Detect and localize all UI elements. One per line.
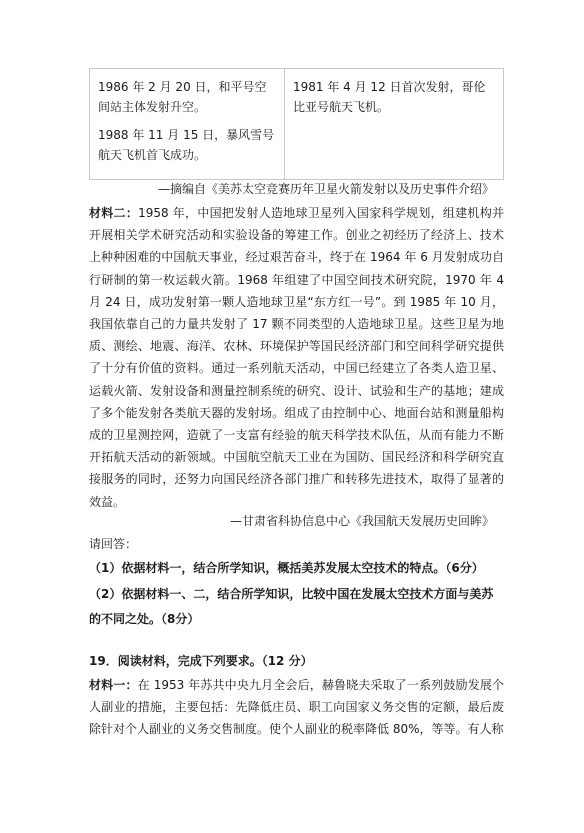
- question-1: （1）依据材料一，结合所学知识，概括美苏发展太空技术的特点。（6分）: [89, 561, 484, 575]
- question-2: （2）依据材料一、二，结合所学知识，比较中国在发展太空技术方面与美苏的不同之处。（8分）: [89, 587, 494, 626]
- question-19-heading: 19．阅读材料，完成下列要求。（12 分）: [89, 654, 313, 668]
- material-one-paragraph: [89, 674, 504, 741]
- table-entry: 1986 年 2 月 20 日，和平号空间站主体发射升空。: [98, 80, 267, 114]
- material-one-label: 材料一：: [89, 678, 138, 692]
- material-two-paragraph: [89, 202, 504, 513]
- table-cell-left: [90, 69, 285, 180]
- material-one-text: 在 1953 年苏共中央九月全会后，赫鲁晓夫采取了一系列鼓励发展个人副业的措施，主要包括：先降低庄员、职工向国家义务交售的定额，最后废除针对个人副业的义务交售制度。使个人副业的税率降低 80%，等等。有人称: [89, 678, 504, 737]
- events-table: [89, 68, 504, 180]
- answer-prompt: 请回答：: [89, 537, 138, 551]
- table-entry: 1981 年 4 月 12 日首次发射，哥伦比亚号航天飞机。: [293, 80, 486, 114]
- material-two-text: 1958 年，中国把发射人造地球卫星列入国家科学规划，组建机构并开展相关学术研究活动和实验设备的筹建工作。创业之初经历了经济上、技术上种种困难的中国航天事业，经过艰苦奋斗，终于在 1964 年 6 月发射成功自行研制的第一枚运载火箭。1968 年组建了中国空间技术研究院，1970 年 4 月 24 日，成功发射第一颗人造地球卫星“东方红一号”。到 1985 年 10 月，我国依靠自己的力量共发射了 17 颗不同类型的人造地球卫星。这些卫星为地质、测绘、地震、海洋、农林、环境保护等国民经济部门和空间科学研究提供了十分有价值的资料。通过一系列航天活动，中国已经建立了各类人造卫星、运载火箭、发射设备和测量控制系统的研究、设计、试验和生产的基地；建成了多个能发射各类航天器的发射场。组成了由控制中心、地面台站和测量船构成的卫星测控网，造就了一支富有经验的航天科学技术队伍，从而有能力不断开拓航天活动的新领域。中国航空航天工业在为国防、国民经济和科学研究直接服务的同时，还努力向国民经济各部门推广和转移先进技术，取得了显著的效益。: [89, 206, 504, 509]
- table-entry: 1988 年 11 月 15 日，暴风雪号航天飞机首飞成功。: [98, 128, 275, 162]
- material-two-label: 材料二：: [89, 206, 139, 220]
- source-citation-1: —摘编自《美苏太空竞赛历年卫星火箭发射以及历史事件介绍》: [157, 182, 494, 196]
- source-citation-2: —甘肃省科协信息中心《我国航天发展历史回眸》: [229, 514, 494, 528]
- table-cell-right: [285, 69, 504, 180]
